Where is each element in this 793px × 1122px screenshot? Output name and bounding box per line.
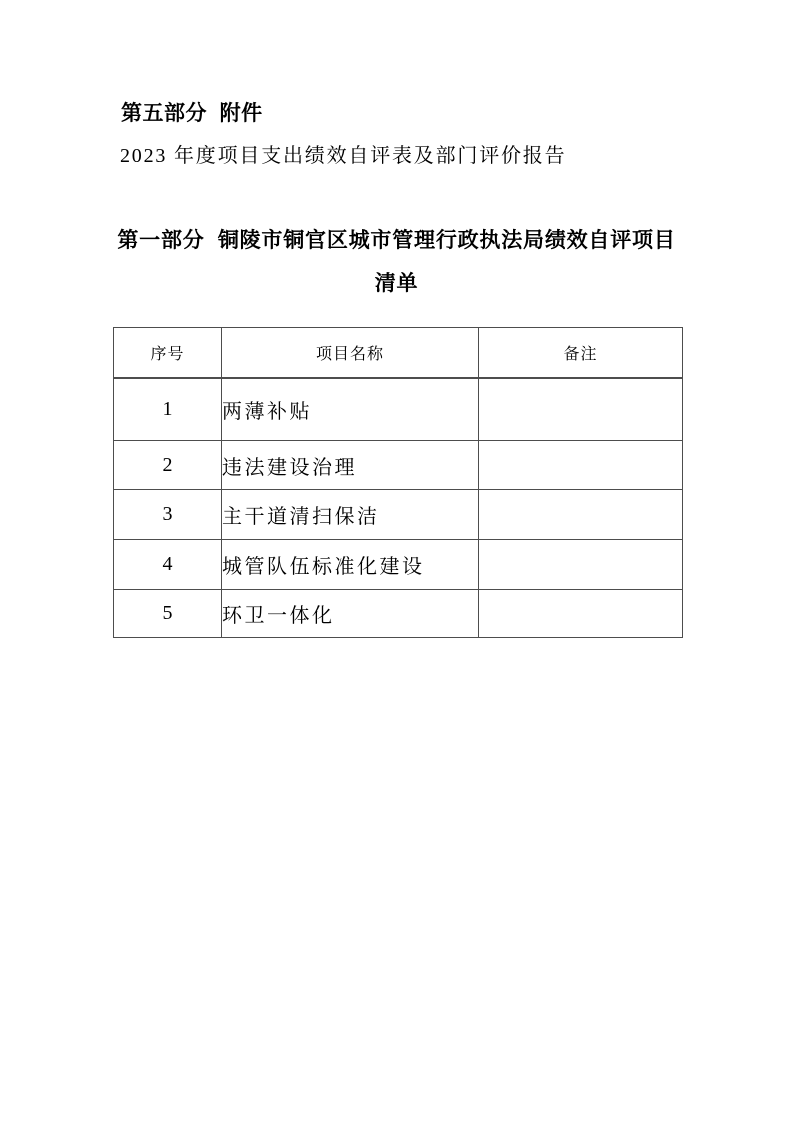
project-name: 主干道清扫保洁 bbox=[222, 490, 479, 540]
project-name: 两薄补贴 bbox=[222, 378, 479, 441]
row-number: 2 bbox=[114, 441, 222, 490]
table-row bbox=[114, 378, 683, 441]
report-subtitle: 2023 年度项目支出绩效自评表及部门评价报告 bbox=[120, 145, 567, 167]
table-row bbox=[114, 490, 683, 540]
project-name: 环卫一体化 bbox=[222, 590, 479, 638]
table-header-row bbox=[114, 328, 683, 378]
remark-cell bbox=[479, 378, 683, 441]
table-row bbox=[114, 441, 683, 490]
remark-cell bbox=[479, 441, 683, 490]
row-number: 5 bbox=[114, 590, 222, 638]
section-heading: 第五部分 附件 bbox=[121, 102, 263, 125]
project-list-table bbox=[113, 327, 683, 638]
table-row bbox=[114, 540, 683, 590]
project-name: 城管队伍标准化建设 bbox=[222, 540, 479, 590]
remark-cell bbox=[479, 490, 683, 540]
table-row bbox=[114, 590, 683, 638]
remark-cell bbox=[479, 590, 683, 638]
project-name: 违法建设治理 bbox=[222, 441, 479, 490]
row-number: 3 bbox=[114, 490, 222, 540]
column-header-name: 项目名称 bbox=[222, 328, 479, 378]
column-header-no: 序号 bbox=[114, 328, 222, 378]
row-number: 4 bbox=[114, 540, 222, 590]
part-title-line1: 第一部分 铜陵市铜官区城市管理行政执法局绩效自评项目 bbox=[117, 229, 676, 252]
column-header-remark: 备注 bbox=[479, 328, 683, 378]
row-number: 1 bbox=[114, 378, 222, 441]
remark-cell bbox=[479, 540, 683, 590]
part-title-line2: 清单 bbox=[374, 272, 419, 295]
